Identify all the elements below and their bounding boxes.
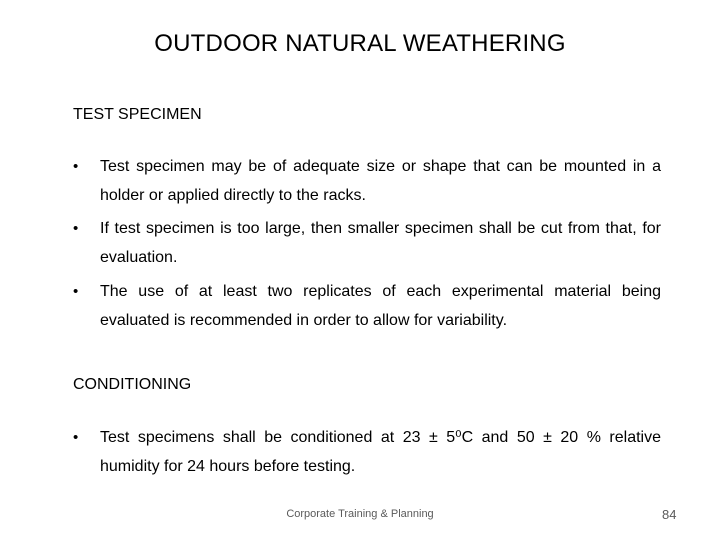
slide-footer: Corporate Training & Planning <box>286 508 434 520</box>
slide-title: OUTDOOR NATURAL WEATHERING <box>154 30 566 57</box>
bullet-text: If test specimen is too large, then smaller specimen shall be cut from that, for evaluation. <box>100 220 661 266</box>
bullet-text: The use of at least two replicates of each experimental material being evaluated is recommended in order to allow for variability. <box>100 283 661 329</box>
bullet-icon: • <box>73 220 79 237</box>
section-heading-conditioning: CONDITIONING <box>73 376 192 393</box>
bullet-item <box>73 277 661 335</box>
bullet-item <box>73 423 661 481</box>
bullet-icon: • <box>73 158 79 175</box>
page-number: 84 <box>662 507 677 522</box>
bullet-item <box>73 152 661 210</box>
bullet-item <box>73 214 661 272</box>
bullet-text: Test specimen may be of adequate size or shape that can be mounted in a holder or applied directly to the racks. <box>100 158 661 204</box>
section-heading-test-specimen: TEST SPECIMEN <box>73 106 202 123</box>
bullet-text: Test specimens shall be conditioned at 23 ± 5⁰C and 50 ± 20 % relative humidity for 24 hours before testing. <box>100 429 661 475</box>
bullet-icon: • <box>73 283 79 300</box>
bullet-icon: • <box>73 429 79 446</box>
